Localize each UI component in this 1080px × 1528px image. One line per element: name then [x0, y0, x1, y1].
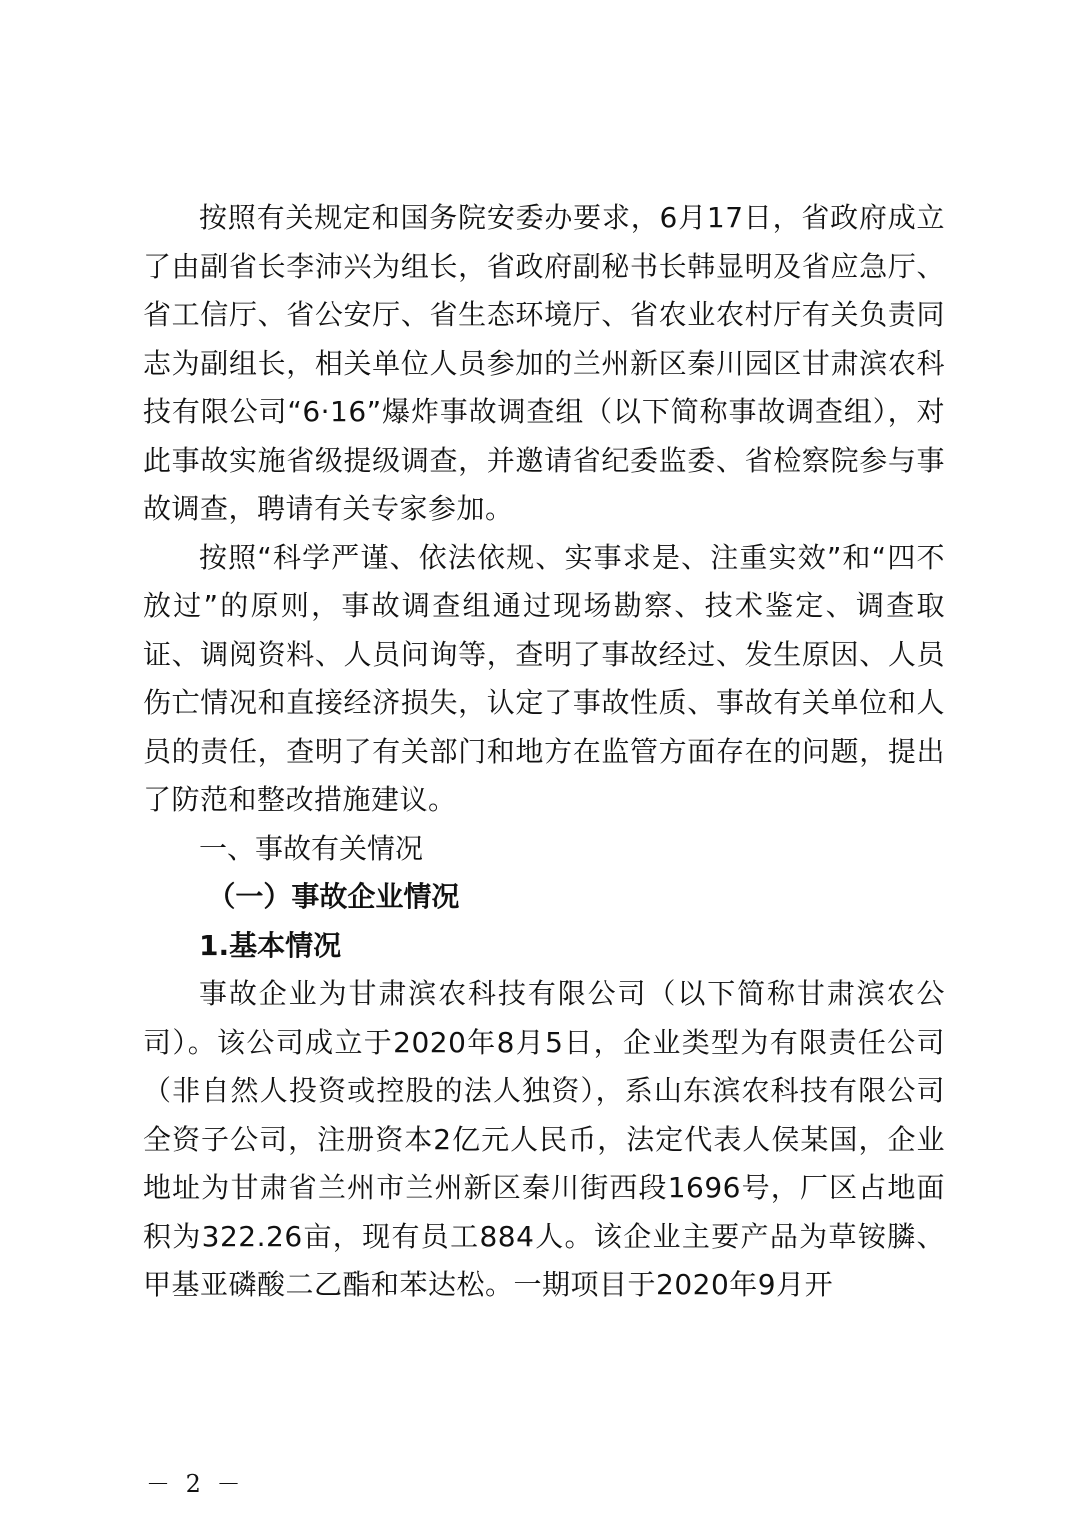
- document-body: [143, 194, 945, 1310]
- subsection-heading: （一）事故企业情况: [207, 880, 460, 913]
- paragraph-investigation-principles: 按照“科学严谨、依法依规、实事求是、注重实效”和“四不放过”的原则，事故调查组通过现场勘察、技术鉴定、调查取证、调阅资料、人员问询等，查明了事故经过、发生原因、人员伤亡情况和直接经济损失，认定了事故性质、事故有关单位和人员的责任，查明了有关部门和地方在监管方面存在的问题，提出了防范和整改措施建议。: [143, 540, 945, 816]
- paragraph-investigation-team: 按照有关规定和国务院安委办要求，6月17日，省政府成立了由副省长李沛兴为组长，省政府副秘书长韩显明及省应急厅、省工信厅、省公安厅、省生态环境厅、省农业农村厅有关负责同志为副组长，相关单位人员参加的兰州新区秦川园区甘肃滨农科技有限公司“6·16”爆炸事故调查组（以下简称事故调查组），对此事故实施省级提级调查，并邀请省纪委监委、省检察院参与事故调查，聘请有关专家参加。: [143, 201, 945, 525]
- section-heading: 一、事故有关情况: [199, 831, 424, 865]
- sub-subsection-heading: 1.基本情况: [199, 928, 342, 962]
- page-number: － 2 －: [146, 1470, 245, 1498]
- paragraph-company-basic-info: 事故企业为甘肃滨农科技有限公司（以下简称甘肃滨农公司）。该公司成立于2020年8月5日，企业类型为有限责任公司（非自然人投资或控股的法人独资），系山东滨农科技有限公司全资子公司，注册资本2亿元人民币，法定代表人侯某国，企业地址为甘肃省兰州市兰州新区秦川街西段1696号，厂区占地面积为322.26亩，现有员工884人。该企业主要产品为草铵膦、甲基亚磷酸二乙酯和苯达松。一期项目于2020年9月开: [143, 977, 945, 1301]
